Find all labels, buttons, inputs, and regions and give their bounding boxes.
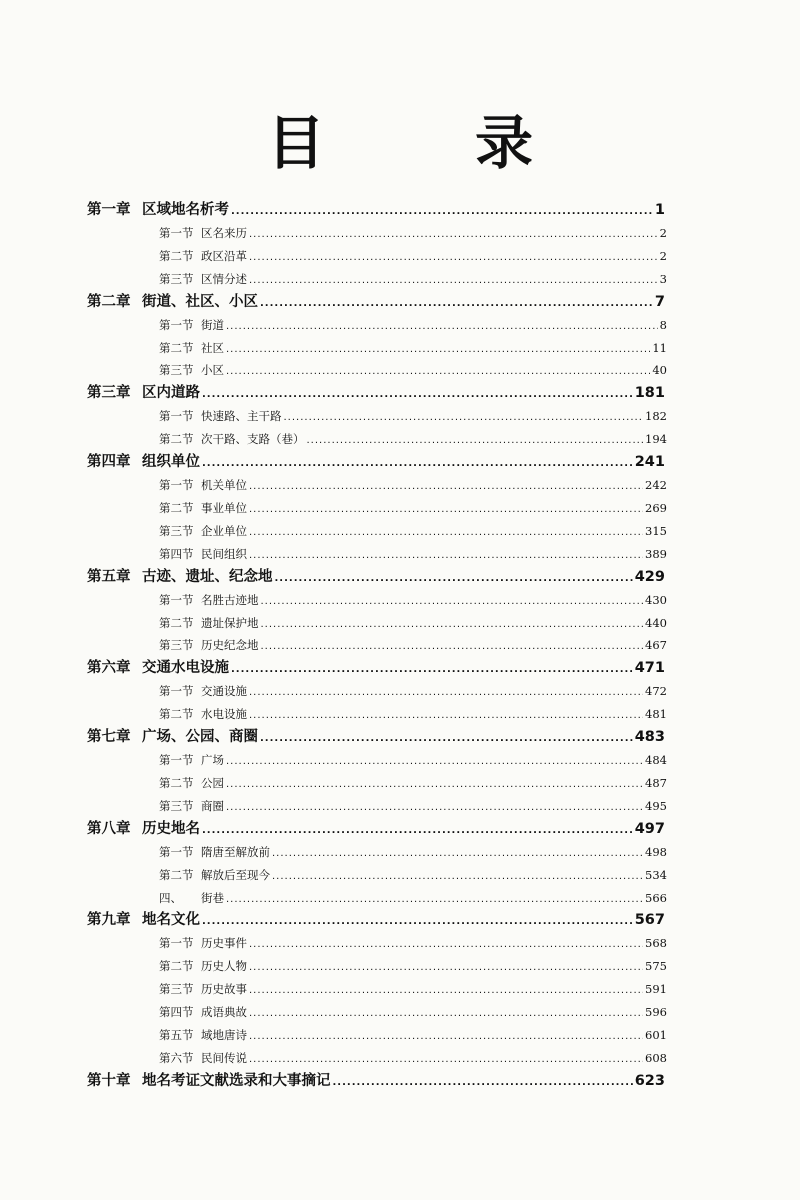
section-title: 历史人物 — [201, 959, 247, 974]
toc-section-entry[interactable] — [0, 314, 667, 337]
section-title: 机关单位 — [201, 478, 247, 493]
dot-leader — [260, 727, 633, 750]
toc-section-entry[interactable] — [0, 841, 667, 864]
section-number: 第一节 — [159, 684, 194, 699]
chapter-title: 街道、社区、小区 — [142, 293, 258, 310]
chapter-page-number: 241 — [634, 454, 665, 471]
chapter-page-number: 567 — [634, 912, 665, 929]
dot-leader — [249, 1003, 643, 1026]
chapter-number: 第八章 — [87, 820, 131, 837]
section-number: 第四节 — [159, 546, 194, 561]
toc-section-entry[interactable] — [0, 1047, 667, 1070]
section-title: 街道 — [201, 317, 224, 332]
section-page-number: 596 — [645, 1005, 667, 1020]
toc-section-entry[interactable] — [0, 795, 667, 818]
toc-section-entry[interactable] — [0, 612, 667, 635]
chapter-page-number: 429 — [634, 568, 665, 585]
toc-chapter-entry[interactable] — [0, 291, 665, 314]
section-number: 第六节 — [159, 1050, 194, 1065]
section-title: 快速路、主干路 — [201, 409, 282, 424]
chapter-page-number: 471 — [634, 660, 665, 677]
chapter-number: 第四章 — [87, 454, 131, 471]
dot-leader — [226, 751, 643, 774]
section-number: 第三节 — [159, 982, 194, 997]
toc-section-entry[interactable] — [0, 268, 667, 291]
toc-section-entry[interactable] — [0, 634, 667, 657]
section-number: 第二节 — [159, 707, 194, 722]
chapter-title: 区内道路 — [142, 385, 200, 402]
chapter-title: 组织单位 — [142, 454, 200, 471]
dot-leader — [226, 316, 658, 339]
chapter-number: 第一章 — [87, 202, 131, 218]
dot-leader — [307, 430, 644, 453]
dot-leader — [261, 591, 644, 614]
section-number: 第三节 — [159, 271, 194, 286]
table-of-contents — [0, 199, 800, 1093]
dot-leader — [249, 980, 643, 1003]
dot-leader — [249, 934, 643, 957]
chapter-title: 交通水电设施 — [142, 660, 229, 677]
section-number: 第一节 — [159, 226, 194, 240]
dot-leader — [226, 889, 643, 912]
dot-leader — [249, 270, 658, 293]
section-title: 广场 — [201, 753, 224, 768]
chapter-page-number: 623 — [634, 1072, 665, 1089]
section-page-number: 601 — [645, 1028, 667, 1043]
section-number: 第五节 — [159, 1028, 194, 1043]
section-page-number: 472 — [645, 684, 667, 699]
section-title: 社区 — [201, 340, 224, 355]
dot-leader — [249, 476, 643, 499]
section-number: 第二节 — [159, 340, 194, 355]
section-number: 第二节 — [159, 501, 194, 516]
chapter-title: 地名文化 — [142, 912, 200, 929]
toc-chapter-entry[interactable] — [0, 451, 665, 474]
toc-chapter-entry[interactable] — [0, 199, 665, 222]
chapter-title: 地名考证文献选录和大事摘记 — [142, 1072, 331, 1089]
dot-leader — [249, 705, 643, 728]
section-title: 遗址保护地 — [201, 615, 259, 630]
chapter-number: 第七章 — [87, 729, 131, 746]
dot-leader — [249, 1049, 643, 1072]
section-title: 隋唐至解放前 — [201, 844, 270, 859]
toc-section-entry[interactable] — [0, 932, 667, 955]
section-page-number: 194 — [645, 432, 667, 447]
toc-section-entry[interactable] — [0, 520, 667, 543]
dot-leader — [226, 797, 643, 820]
dot-leader — [249, 957, 643, 980]
dot-leader — [249, 247, 658, 270]
section-page-number: 8 — [659, 317, 667, 332]
toc-chapter-entry[interactable] — [0, 1070, 665, 1093]
section-page-number: 40 — [652, 363, 667, 378]
section-title: 水电设施 — [201, 707, 247, 722]
section-page-number: 3 — [659, 271, 667, 286]
section-page-number: 430 — [645, 592, 667, 607]
dot-leader — [249, 224, 658, 247]
toc-section-entry[interactable] — [0, 405, 667, 428]
chapter-title: 区域地名析考 — [142, 202, 229, 218]
chapter-page-number: 1 — [654, 202, 665, 218]
section-number: 第一节 — [159, 409, 194, 424]
toc-section-entry[interactable] — [0, 337, 667, 360]
section-title: 民间传说 — [201, 1050, 247, 1065]
dot-leader — [249, 545, 643, 568]
toc-section-entry[interactable] — [0, 864, 667, 887]
toc-section-entry[interactable] — [0, 955, 667, 978]
chapter-page-number: 7 — [654, 293, 665, 310]
dot-leader — [333, 1071, 633, 1094]
toc-section-entry[interactable] — [0, 703, 667, 726]
section-page-number: 2 — [659, 248, 667, 263]
section-page-number: 182 — [645, 409, 667, 424]
section-page-number: 269 — [645, 501, 667, 516]
section-page-number: 608 — [645, 1050, 667, 1065]
dot-leader — [202, 910, 633, 933]
section-number: 第二节 — [159, 615, 194, 630]
dot-leader — [249, 682, 643, 705]
section-number: 第二节 — [159, 776, 194, 791]
section-number: 第四节 — [159, 1005, 194, 1020]
toc-section-entry[interactable] — [0, 887, 667, 910]
section-number: 第一节 — [159, 753, 194, 768]
dot-leader — [226, 361, 650, 384]
dot-leader — [261, 636, 644, 659]
section-title: 交通设施 — [201, 684, 247, 699]
toc-section-entry[interactable] — [0, 680, 667, 703]
toc-section-entry[interactable] — [0, 772, 667, 795]
chapter-number: 第五章 — [87, 568, 131, 585]
section-number: 第二节 — [159, 248, 194, 263]
dot-leader — [284, 407, 644, 430]
chapter-page-number: 497 — [634, 820, 665, 837]
section-page-number: 498 — [645, 844, 667, 859]
chapter-title: 广场、公园、商圈 — [142, 729, 258, 746]
section-number: 第一节 — [159, 478, 194, 493]
toc-chapter-entry[interactable] — [0, 726, 665, 749]
section-title: 历史事件 — [201, 936, 247, 951]
section-title: 解放后至现今 — [201, 867, 270, 882]
section-page-number: 534 — [645, 867, 667, 882]
dot-leader — [272, 866, 643, 889]
section-page-number: 495 — [645, 798, 667, 813]
section-page-number: 440 — [645, 615, 667, 630]
section-page-number: 591 — [645, 982, 667, 997]
section-number: 第一节 — [159, 317, 194, 332]
section-title: 街巷 — [201, 890, 224, 905]
section-page-number: 481 — [645, 707, 667, 722]
section-number: 第一节 — [159, 936, 194, 951]
dot-leader — [202, 819, 633, 842]
section-page-number: 2 — [659, 226, 667, 240]
toc-section-entry[interactable] — [0, 543, 667, 566]
section-page-number: 484 — [645, 753, 667, 768]
chapter-number: 第六章 — [87, 660, 131, 677]
dot-leader — [226, 774, 643, 797]
chapter-number: 第三章 — [87, 385, 131, 402]
section-number: 第二节 — [159, 959, 194, 974]
dot-leader — [231, 200, 653, 223]
section-page-number: 11 — [652, 340, 667, 355]
toc-section-entry[interactable] — [0, 978, 667, 1001]
section-page-number: 467 — [645, 638, 667, 653]
section-title: 事业单位 — [201, 501, 247, 516]
toc-chapter-entry[interactable] — [0, 909, 665, 932]
section-title: 政区沿革 — [201, 248, 247, 263]
toc-section-entry[interactable] — [0, 428, 667, 451]
section-title: 民间组织 — [201, 546, 247, 561]
section-number: 四、 — [159, 890, 182, 905]
section-number: 第一节 — [159, 592, 194, 607]
dot-leader — [260, 292, 653, 315]
toc-section-entry[interactable] — [0, 1001, 667, 1024]
section-title: 历史故事 — [201, 982, 247, 997]
toc-section-entry[interactable] — [0, 589, 667, 612]
chapter-title: 古迹、遗址、纪念地 — [142, 568, 273, 585]
section-page-number: 242 — [645, 478, 667, 493]
chapter-number: 第十章 — [87, 1072, 131, 1089]
toc-chapter-entry[interactable] — [0, 566, 665, 589]
section-title: 成语典故 — [201, 1005, 247, 1020]
section-number: 第三节 — [159, 363, 194, 378]
toc-section-entry[interactable] — [0, 245, 667, 268]
section-number: 第三节 — [159, 798, 194, 813]
section-title: 区名来历 — [201, 226, 247, 240]
toc-section-entry[interactable] — [0, 222, 667, 245]
section-number: 第三节 — [159, 523, 194, 538]
toc-chapter-entry[interactable] — [0, 818, 665, 841]
dot-leader — [231, 658, 633, 681]
dot-leader — [202, 383, 633, 406]
dot-leader — [272, 843, 643, 866]
section-title: 商圈 — [201, 798, 224, 813]
toc-section-entry[interactable] — [0, 1024, 667, 1047]
chapter-page-number: 181 — [634, 385, 665, 402]
chapter-number: 第二章 — [87, 293, 131, 310]
section-title: 区情分述 — [201, 271, 247, 286]
section-page-number: 487 — [645, 776, 667, 791]
section-title: 历史纪念地 — [201, 638, 259, 653]
dot-leader — [249, 1026, 643, 1049]
chapter-page-number: 483 — [634, 729, 665, 746]
section-title: 名胜古迹地 — [201, 592, 259, 607]
toc-chapter-entry[interactable] — [0, 382, 665, 405]
section-title: 公园 — [201, 776, 224, 791]
section-number: 第二节 — [159, 867, 194, 882]
page-title: 目 录 — [266, 109, 579, 177]
chapter-number: 第九章 — [87, 912, 131, 929]
section-number: 第一节 — [159, 844, 194, 859]
section-number: 第二节 — [159, 432, 194, 447]
dot-leader — [202, 452, 633, 475]
section-page-number: 575 — [645, 959, 667, 974]
dot-leader — [249, 522, 643, 545]
dot-leader — [275, 567, 633, 590]
toc-section-entry[interactable] — [0, 497, 667, 520]
dot-leader — [249, 499, 643, 522]
section-page-number: 568 — [645, 936, 667, 951]
section-title: 域地唐诗 — [201, 1028, 247, 1043]
toc-chapter-entry[interactable] — [0, 657, 665, 680]
toc-section-entry[interactable] — [0, 359, 667, 382]
section-page-number: 315 — [645, 523, 667, 538]
dot-leader — [261, 614, 644, 637]
section-title: 次干路、支路（巷） — [201, 432, 305, 447]
chapter-title: 历史地名 — [142, 820, 200, 837]
section-page-number: 566 — [645, 890, 667, 905]
toc-section-entry[interactable] — [0, 474, 667, 497]
section-page-number: 389 — [645, 546, 667, 561]
dot-leader — [226, 339, 650, 362]
toc-section-entry[interactable] — [0, 749, 667, 772]
section-title: 企业单位 — [201, 523, 247, 538]
section-title: 小区 — [201, 363, 224, 378]
section-number: 第三节 — [159, 638, 194, 653]
